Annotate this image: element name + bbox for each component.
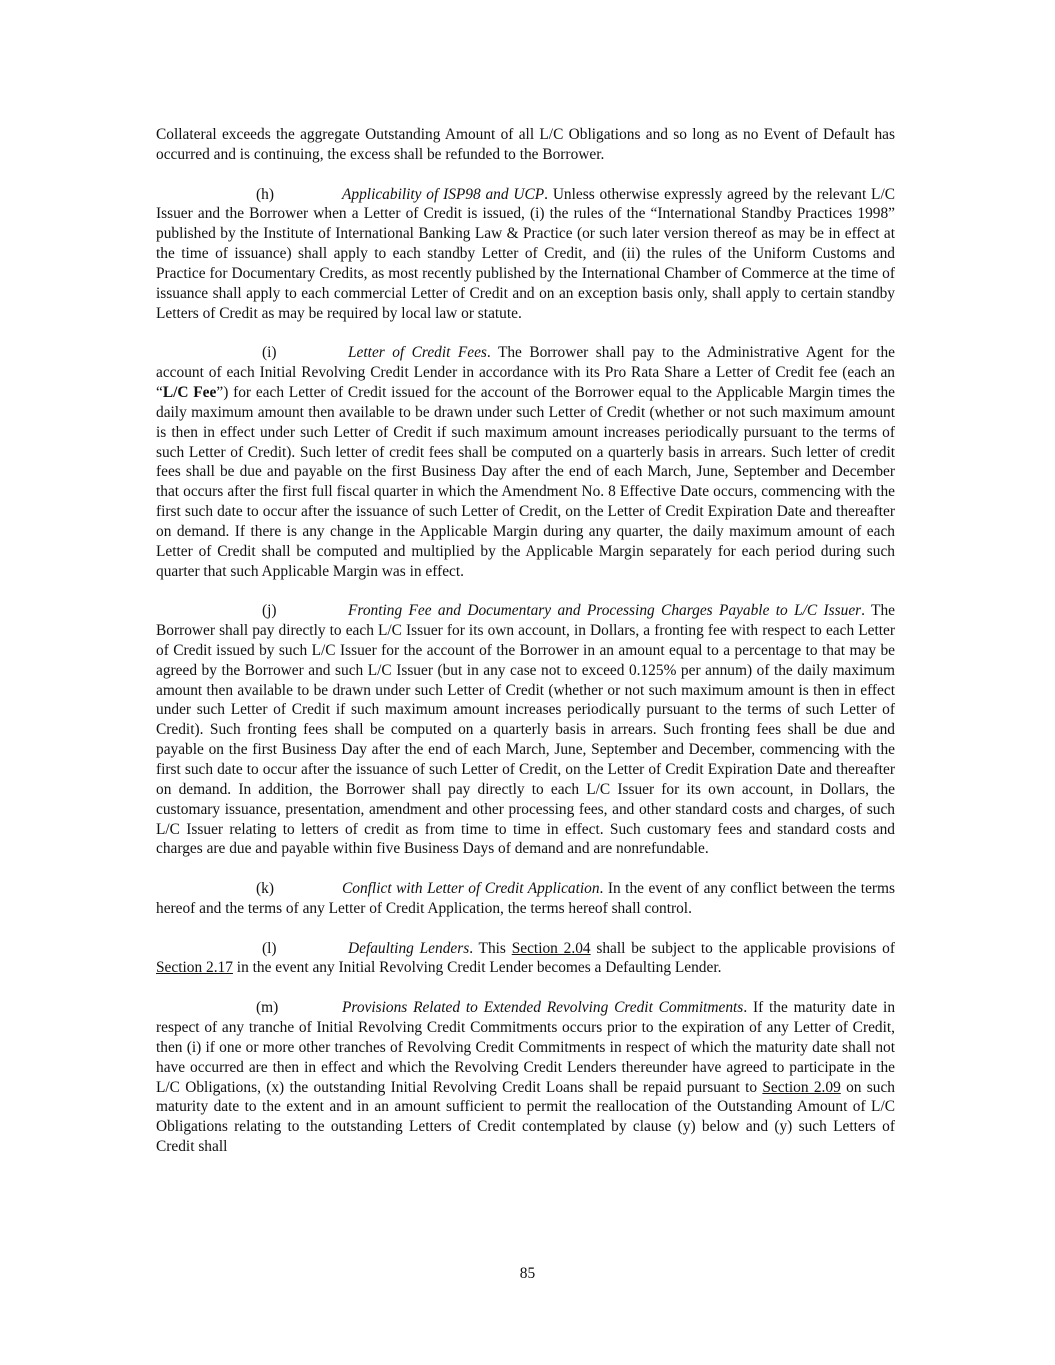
paragraph-g-continuation	[156, 125, 895, 165]
paragraph-h	[156, 185, 895, 324]
clause-text-i-part1: . The Borrower shall pay to the Administrative Agent for the account of each Initial Revolving Credit Lender in accordance with its Pro Rata Share a Letter of Credit fee (each an “	[156, 344, 895, 401]
page-body	[156, 125, 895, 1177]
clause-heading-j: Fronting Fee and Documentary and Processing Charges Payable to L/C Issuer	[348, 602, 862, 620]
paragraph-j	[156, 601, 895, 859]
clause-label-j: (j)	[262, 602, 277, 620]
paragraph-l	[156, 939, 895, 979]
clause-text-m-part1: . If the maturity date in respect of any tranche of Initial Revolving Credit Commitments occurs prior to the expiration of any Letter of Credit, then (i) if one or more other tranches of Revolving Credit Commitments in respect of which the maturity date shall not have occurred are then in effect and which the Revolving Credit Lenders thereunder have agreed to participate in the L/C Obligations, (x) the outstanding Initial Revolving Credit Loans shall be repaid pursuant to	[156, 999, 896, 1096]
clause-heading-m: Provisions Related to Extended Revolving Credit Commitments	[342, 999, 744, 1017]
clause-text-l-part1: . This	[469, 939, 512, 957]
clause-text-i-part2: ”) for each Letter of Credit issued for the account of the Borrower equal to the Applicable Margin times the daily maximum amount then available to be drawn under such Letter of Credit (whether or not such maximum amount is then in effect under such Letter of Credit if such maximum amount increases periodically pursuant to the terms of such Letter of Credit). Such letter of credit fees shall be computed on a quarterly basis in arrears. Such letter of credit fees shall be due and payable on the first Business Day after the end of each March, June, September and December that occurs after the first full fiscal quarter in which the Amendment No. 8 Effective Date occurs, commencing with the first such date to occur after the issuance of such Letter of Credit, on the Letter of Credit Expiration Date and thereafter on demand. If there is any change in the Applicable Margin during any quarter, the daily maximum amount of each Letter of Credit shall be computed and multiplied by the Applicable Margin separately for each period during such quarter that such Applicable Margin was in effect.	[156, 383, 895, 580]
clause-label-m: (m)	[256, 999, 279, 1017]
page-number: 85	[519, 1265, 536, 1282]
section-reference-2-04: Section 2.04	[511, 939, 591, 957]
clause-label-i: (i)	[262, 344, 277, 362]
clause-heading-i: Letter of Credit Fees	[348, 344, 487, 362]
clause-heading-l: Defaulting Lenders	[348, 939, 470, 957]
clause-text-j: . The Borrower shall pay directly to each L/C Issuer for its own account, in Dollars, a fronting fee with respect to each Letter of Credit issued by such L/C Issuer for the account of the Borrower in an amount equal to a percentage to that may be agreed by the Borrower and such L/C Issuer (but in any case not to exceed 0.125% per annum) of the daily maximum amount then available to be drawn under such Letter of Credit (whether or not such maximum amount is then in effect under such Letter of Credit if such maximum amount increases periodically pursuant to the terms of such Letter of Credit). Such fronting fees shall be computed on a quarterly basis in arrears. Such fronting fees shall be due and payable on the first Business Day after the end of each March, June, September and December, commencing with the first such date to occur after the issuance of such Letter of Credit, on the Letter of Credit Expiration Date and thereafter on demand. In addition, the Borrower shall pay directly to each L/C Issuer for its own account, in Dollars, the customary issuance, presentation, amendment and other processing fees, and other standard costs and charges, of such L/C Issuer relating to letters of credit as from time to time in effect. Such customary fees and standard costs and charges are due and payable within five Business Days of demand and are nonrefundable.	[156, 602, 895, 858]
clause-label-k: (k)	[256, 880, 274, 898]
paragraph-k	[156, 879, 895, 919]
clause-text-k: . In the event of any conflict between the terms hereof and the terms of any Letter of Credit Application, the terms hereof shall control.	[156, 880, 895, 917]
section-reference-2-09: Section 2.09	[762, 1078, 841, 1096]
clause-label-l: (l)	[262, 939, 277, 957]
clause-text-m-part2: on such maturity date to the extent and in an amount sufficient to permit the reallocation of the Outstanding Amount of L/C Obligations relating to the outstanding Letters of Credit contemplated by clause (y) below and (y) such Letters of Credit shall	[156, 1078, 895, 1156]
defined-term-lc-fee: L/C Fee	[162, 383, 217, 401]
clause-text-l-part2: shall be subject to the applicable provisions of	[590, 939, 895, 957]
clause-heading-k: Conflict with Letter of Credit Application	[342, 880, 600, 898]
clause-text-h: . Unless otherwise expressly agreed by the relevant L/C Issuer and the Borrower when a Letter of Credit is issued, (i) the rules of the “International Standby Practices 1998” published by the Institute of International Banking Law & Practice (or such later version thereof as may be in effect at the time of issuance) shall apply to each standby Letter of Credit, and (ii) the rules of the Uniform Customs and Practice for Documentary Credits, as most recently published by the International Chamber of Commerce at the time of issuance shall apply to each commercial Letter of Credit and on an exception basis only, shall apply to certain standby Letters of Credit as may be required by local law or statute.	[156, 185, 896, 322]
paragraph-i	[156, 343, 895, 581]
clause-heading-h: Applicability of ISP98 and UCP	[342, 185, 545, 203]
clause-text-l-part3: in the event any Initial Revolving Credit Lender becomes a Defaulting Lender.	[232, 959, 722, 977]
clause-label-h: (h)	[256, 185, 274, 203]
section-reference-2-17: Section 2.17	[156, 959, 233, 977]
paragraph-g-text: Collateral exceeds the aggregate Outstanding Amount of all L/C Obligations and so long as no Event of Default has occurred and is continuing, the excess shall be refunded to the Borrower.	[156, 126, 895, 163]
paragraph-m	[156, 998, 895, 1157]
